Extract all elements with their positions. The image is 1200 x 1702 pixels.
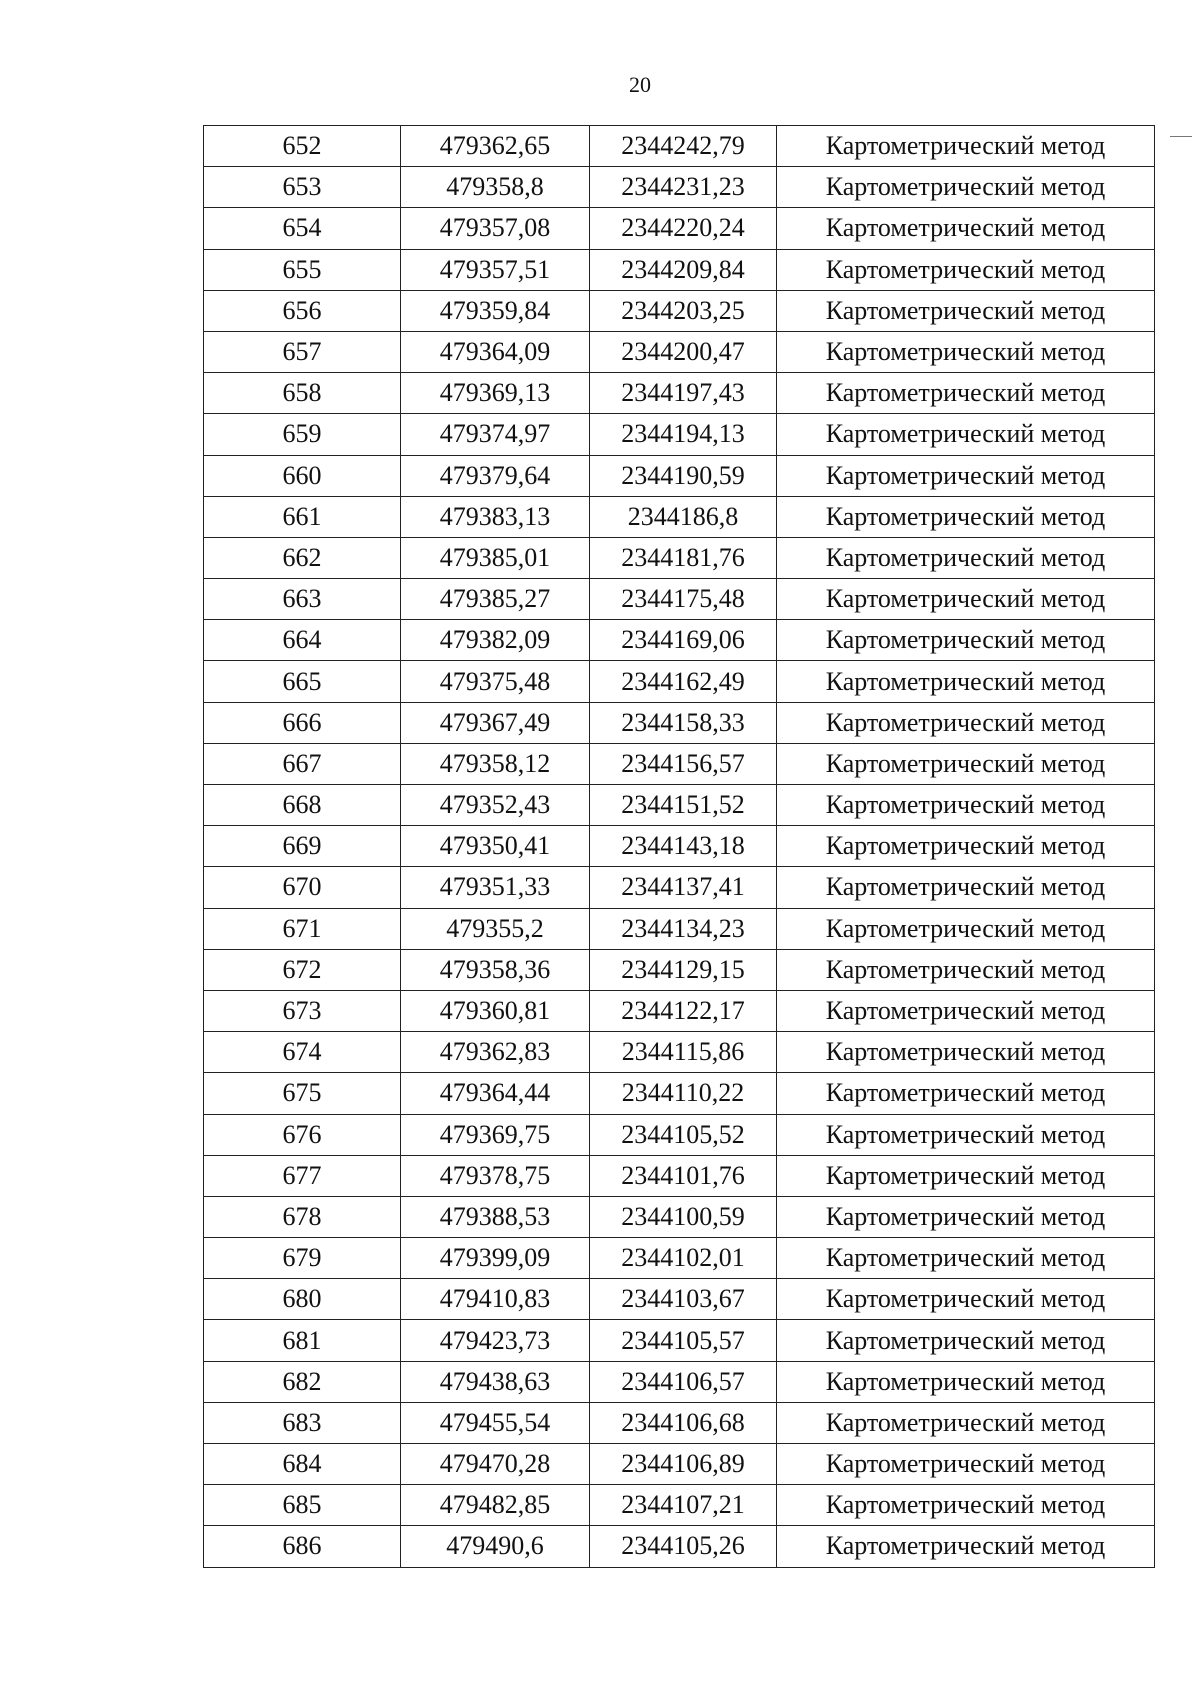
method-cell: Картометрический метод: [777, 167, 1155, 208]
y-coordinate-cell: 2344197,43: [590, 373, 777, 414]
point-number-cell: 674: [204, 1032, 401, 1073]
x-coordinate-cell: 479423,73: [401, 1320, 590, 1361]
y-coordinate-cell: 2344151,52: [590, 785, 777, 826]
method-cell: Картометрический метод: [777, 579, 1155, 620]
x-coordinate-cell: 479385,27: [401, 579, 590, 620]
table-row: [204, 1361, 1155, 1402]
point-number-cell: 678: [204, 1196, 401, 1237]
x-coordinate-cell: 479367,49: [401, 702, 590, 743]
point-number-cell: 667: [204, 743, 401, 784]
table-row: [204, 537, 1155, 578]
method-cell: Картометрический метод: [777, 373, 1155, 414]
method-cell: Картометрический метод: [777, 496, 1155, 537]
point-number-cell: 660: [204, 455, 401, 496]
y-coordinate-cell: 2344105,52: [590, 1114, 777, 1155]
table-row: [204, 949, 1155, 990]
x-coordinate-cell: 479357,08: [401, 208, 590, 249]
table-row: [204, 1032, 1155, 1073]
method-cell: Картометрический метод: [777, 949, 1155, 990]
table-row: [204, 1444, 1155, 1485]
y-coordinate-cell: 2344105,57: [590, 1320, 777, 1361]
point-number-cell: 655: [204, 249, 401, 290]
point-number-cell: 672: [204, 949, 401, 990]
y-coordinate-cell: 2344106,57: [590, 1361, 777, 1402]
method-cell: Картометрический метод: [777, 826, 1155, 867]
x-coordinate-cell: 479374,97: [401, 414, 590, 455]
table-row: [204, 990, 1155, 1031]
x-coordinate-cell: 479352,43: [401, 785, 590, 826]
x-coordinate-cell: 479388,53: [401, 1196, 590, 1237]
table-row: [204, 373, 1155, 414]
y-coordinate-cell: 2344209,84: [590, 249, 777, 290]
point-number-cell: 656: [204, 290, 401, 331]
point-number-cell: 654: [204, 208, 401, 249]
point-number-cell: 659: [204, 414, 401, 455]
table-row: [204, 414, 1155, 455]
table-row: [204, 1114, 1155, 1155]
coordinates-table-body: [204, 126, 1155, 1568]
point-number-cell: 683: [204, 1402, 401, 1443]
x-coordinate-cell: 479410,83: [401, 1279, 590, 1320]
y-coordinate-cell: 2344181,76: [590, 537, 777, 578]
point-number-cell: 676: [204, 1114, 401, 1155]
method-cell: Картометрический метод: [777, 1526, 1155, 1567]
table-row: [204, 826, 1155, 867]
x-coordinate-cell: 479364,44: [401, 1073, 590, 1114]
x-coordinate-cell: 479364,09: [401, 331, 590, 372]
y-coordinate-cell: 2344220,24: [590, 208, 777, 249]
method-cell: Картометрический метод: [777, 1114, 1155, 1155]
x-coordinate-cell: 479358,36: [401, 949, 590, 990]
y-coordinate-cell: 2344105,26: [590, 1526, 777, 1567]
point-number-cell: 668: [204, 785, 401, 826]
method-cell: Картометрический метод: [777, 785, 1155, 826]
method-cell: Картометрический метод: [777, 331, 1155, 372]
point-number-cell: 671: [204, 908, 401, 949]
method-cell: Картометрический метод: [777, 455, 1155, 496]
y-coordinate-cell: 2344200,47: [590, 331, 777, 372]
y-coordinate-cell: 2344110,22: [590, 1073, 777, 1114]
y-coordinate-cell: 2344106,68: [590, 1402, 777, 1443]
table-row: [204, 620, 1155, 661]
method-cell: Картометрический метод: [777, 1361, 1155, 1402]
point-number-cell: 684: [204, 1444, 401, 1485]
y-coordinate-cell: 2344122,17: [590, 990, 777, 1031]
x-coordinate-cell: 479358,12: [401, 743, 590, 784]
y-coordinate-cell: 2344194,13: [590, 414, 777, 455]
y-coordinate-cell: 2344101,76: [590, 1155, 777, 1196]
table-row: [204, 908, 1155, 949]
y-coordinate-cell: 2344169,06: [590, 620, 777, 661]
table-row: [204, 1155, 1155, 1196]
y-coordinate-cell: 2344103,67: [590, 1279, 777, 1320]
method-cell: Картометрический метод: [777, 1155, 1155, 1196]
method-cell: Картометрический метод: [777, 702, 1155, 743]
table-row: [204, 455, 1155, 496]
x-coordinate-cell: 479379,64: [401, 455, 590, 496]
method-cell: Картометрический метод: [777, 743, 1155, 784]
method-cell: Картометрический метод: [777, 126, 1155, 167]
method-cell: Картометрический метод: [777, 414, 1155, 455]
point-number-cell: 680: [204, 1279, 401, 1320]
point-number-cell: 675: [204, 1073, 401, 1114]
x-coordinate-cell: 479359,84: [401, 290, 590, 331]
method-cell: Картометрический метод: [777, 1238, 1155, 1279]
x-coordinate-cell: 479357,51: [401, 249, 590, 290]
method-cell: Картометрический метод: [777, 990, 1155, 1031]
page-number: 20: [629, 72, 651, 97]
x-coordinate-cell: 479375,48: [401, 661, 590, 702]
point-number-cell: 673: [204, 990, 401, 1031]
y-coordinate-cell: 2344102,01: [590, 1238, 777, 1279]
point-number-cell: 662: [204, 537, 401, 578]
y-coordinate-cell: 2344186,8: [590, 496, 777, 537]
table-row: [204, 579, 1155, 620]
x-coordinate-cell: 479399,09: [401, 1238, 590, 1279]
table-row: [204, 1279, 1155, 1320]
table-row: [204, 1073, 1155, 1114]
method-cell: Картометрический метод: [777, 620, 1155, 661]
table-row: [204, 167, 1155, 208]
point-number-cell: 682: [204, 1361, 401, 1402]
point-number-cell: 665: [204, 661, 401, 702]
table-row: [204, 785, 1155, 826]
table-row: [204, 1238, 1155, 1279]
margin-mark: [1170, 136, 1192, 137]
x-coordinate-cell: 479490,6: [401, 1526, 590, 1567]
y-coordinate-cell: 2344242,79: [590, 126, 777, 167]
x-coordinate-cell: 479369,75: [401, 1114, 590, 1155]
y-coordinate-cell: 2344175,48: [590, 579, 777, 620]
x-coordinate-cell: 479360,81: [401, 990, 590, 1031]
method-cell: Картометрический метод: [777, 867, 1155, 908]
y-coordinate-cell: 2344190,59: [590, 455, 777, 496]
y-coordinate-cell: 2344143,18: [590, 826, 777, 867]
method-cell: Картометрический метод: [777, 1402, 1155, 1443]
table-row: [204, 496, 1155, 537]
method-cell: Картометрический метод: [777, 661, 1155, 702]
table-row: [204, 1526, 1155, 1567]
x-coordinate-cell: 479383,13: [401, 496, 590, 537]
method-cell: Картометрический метод: [777, 1279, 1155, 1320]
y-coordinate-cell: 2344158,33: [590, 702, 777, 743]
x-coordinate-cell: 479455,54: [401, 1402, 590, 1443]
y-coordinate-cell: 2344134,23: [590, 908, 777, 949]
x-coordinate-cell: 479362,83: [401, 1032, 590, 1073]
method-cell: Картометрический метод: [777, 290, 1155, 331]
table-row: [204, 1196, 1155, 1237]
point-number-cell: 677: [204, 1155, 401, 1196]
method-cell: Картометрический метод: [777, 908, 1155, 949]
table-row: [204, 1402, 1155, 1443]
x-coordinate-cell: 479385,01: [401, 537, 590, 578]
x-coordinate-cell: 479382,09: [401, 620, 590, 661]
table-row: [204, 331, 1155, 372]
point-number-cell: 653: [204, 167, 401, 208]
x-coordinate-cell: 479355,2: [401, 908, 590, 949]
method-cell: Картометрический метод: [777, 1444, 1155, 1485]
table-row: [204, 249, 1155, 290]
table-row: [204, 208, 1155, 249]
point-number-cell: 679: [204, 1238, 401, 1279]
method-cell: Картометрический метод: [777, 1073, 1155, 1114]
x-coordinate-cell: 479362,65: [401, 126, 590, 167]
y-coordinate-cell: 2344115,86: [590, 1032, 777, 1073]
x-coordinate-cell: 479378,75: [401, 1155, 590, 1196]
table-row: [204, 1320, 1155, 1361]
point-number-cell: 681: [204, 1320, 401, 1361]
x-coordinate-cell: 479438,63: [401, 1361, 590, 1402]
point-number-cell: 666: [204, 702, 401, 743]
coordinates-table: [203, 125, 1155, 1568]
y-coordinate-cell: 2344129,15: [590, 949, 777, 990]
x-coordinate-cell: 479350,41: [401, 826, 590, 867]
point-number-cell: 664: [204, 620, 401, 661]
table-row: [204, 867, 1155, 908]
method-cell: Картометрический метод: [777, 1485, 1155, 1526]
point-number-cell: 661: [204, 496, 401, 537]
point-number-cell: 663: [204, 579, 401, 620]
method-cell: Картометрический метод: [777, 249, 1155, 290]
method-cell: Картометрический метод: [777, 1032, 1155, 1073]
table-row: [204, 290, 1155, 331]
table-row: [204, 1485, 1155, 1526]
point-number-cell: 657: [204, 331, 401, 372]
y-coordinate-cell: 2344107,21: [590, 1485, 777, 1526]
method-cell: Картометрический метод: [777, 208, 1155, 249]
point-number-cell: 658: [204, 373, 401, 414]
table-row: [204, 126, 1155, 167]
x-coordinate-cell: 479358,8: [401, 167, 590, 208]
table-row: [204, 661, 1155, 702]
y-coordinate-cell: 2344203,25: [590, 290, 777, 331]
x-coordinate-cell: 479369,13: [401, 373, 590, 414]
y-coordinate-cell: 2344156,57: [590, 743, 777, 784]
table-row: [204, 702, 1155, 743]
y-coordinate-cell: 2344100,59: [590, 1196, 777, 1237]
method-cell: Картометрический метод: [777, 1196, 1155, 1237]
table-row: [204, 743, 1155, 784]
point-number-cell: 670: [204, 867, 401, 908]
point-number-cell: 652: [204, 126, 401, 167]
method-cell: Картометрический метод: [777, 1320, 1155, 1361]
x-coordinate-cell: 479482,85: [401, 1485, 590, 1526]
method-cell: Картометрический метод: [777, 537, 1155, 578]
point-number-cell: 685: [204, 1485, 401, 1526]
x-coordinate-cell: 479351,33: [401, 867, 590, 908]
y-coordinate-cell: 2344231,23: [590, 167, 777, 208]
x-coordinate-cell: 479470,28: [401, 1444, 590, 1485]
point-number-cell: 686: [204, 1526, 401, 1567]
y-coordinate-cell: 2344106,89: [590, 1444, 777, 1485]
y-coordinate-cell: 2344137,41: [590, 867, 777, 908]
point-number-cell: 669: [204, 826, 401, 867]
y-coordinate-cell: 2344162,49: [590, 661, 777, 702]
